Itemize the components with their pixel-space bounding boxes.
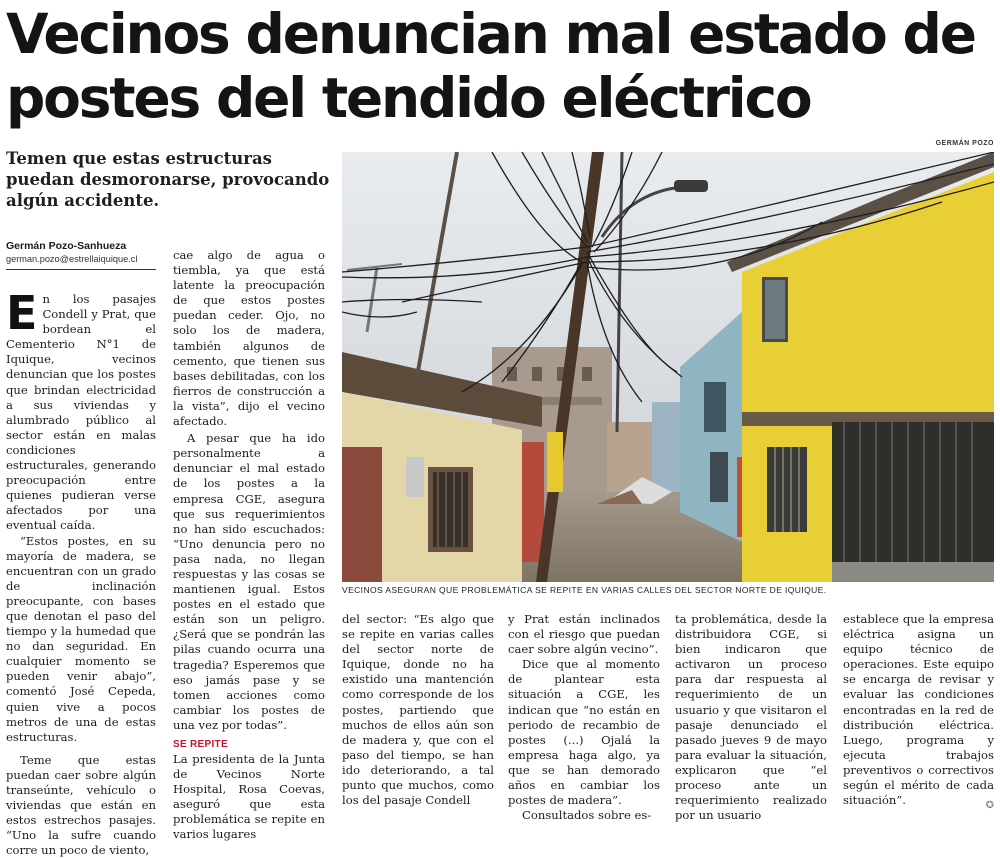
headline-line-2: postes del tendido eléctrico <box>6 66 811 130</box>
paragraph-9: Dice que al momento de plantear esta situación a CGE, les indican que “no están en periodo de recambio de postes (...) Ojalá la empresa haga algo, ya que se han demorado años en cambiar los postes de madera”. <box>508 657 660 808</box>
headline <box>6 2 996 130</box>
paragraph-6: La presidenta de la Junta de Vecinos Norte Hospital, Rosa Coevas, aseguró que esta problemática se repite en varios lugares <box>173 752 325 842</box>
article-column-6 <box>843 612 994 808</box>
paragraph-12: establece que la empresa eléctrica asigna un equipo técnico de operaciones. Este equipo se encarga de revisar y evaluar las condiciones encontradas en la red de distribución eléctrica. Luego, programa y ejecuta trabajos preventivos o correctivos según el mérito de cada situación”. <box>843 612 994 808</box>
paragraph-1: En los pasajes Condell y Prat, que bordean el Cementerio N°1 de Iquique, vecinos denuncian que los postes que brindan electricidad a sus viviendas y alumbrado público al sector están en malas condiciones estructurales, generando preocupación entre quienes pudieran verse afectados por una eventual caída. <box>6 286 156 533</box>
deck-subtitle <box>6 148 330 211</box>
deck-line-1: Temen que estas estructuras <box>6 149 272 168</box>
paragraph-2: “Estos postes, en su mayoría de madera, se encuentran con un grado de inclinación preocupante, con bases que denotan el paso del tiempo y la humedad que no dan seguridad. En cualquier momento se pueden venir abajo”, comentó José Cepeda, quien vive a pocos metros de una de estas estructuras. <box>6 533 156 744</box>
article-column-5 <box>675 612 827 823</box>
paragraph-3: Teme que estas puedan caer sobre algún transeúnte, vehículo o viviendas que están en estos estrechos pasajes. “Uno la sufre cuando corre un poco de viento, <box>6 752 156 858</box>
paragraph-7: del sector: “Es algo que se repite en varias calles del sector norte de Iquique, donde no ha existido una mantención como corresponde de los postes, partiendo que muchos de ellos aún son de madera y, que con el paso del tiempo, se han ido deteriorando, a tal punto que muchos, como los del pasaje Condell <box>342 612 494 808</box>
deck-line-2: puedan desmoronarse, provocando <box>6 170 330 189</box>
deck-line-3: algún accidente. <box>6 191 160 210</box>
author-name: Germán Pozo-Sanhueza <box>6 240 127 252</box>
author-email[interactable]: german.pozo@estrellaiquique.cl <box>6 254 138 264</box>
drop-cap: E <box>6 286 38 340</box>
street-photo <box>342 152 994 582</box>
article-column-4 <box>508 612 660 823</box>
paragraph-10: Consultados sobre es- <box>522 808 652 823</box>
end-mark-icon: ✪ <box>985 800 994 811</box>
byline <box>6 240 156 270</box>
paragraph-5: A pesar que ha ido personalmente a denunciar el mal estado de los postes a la empresa CGE, asegura que sus requerimientos no han sido escuchados: “Uno denuncia pero no pasa nada, no llegan respuestas y las cosas se mantienen igual. Estos postes en el estado que están son un peligro. ¿Será que se pondrán las pilas cuando ocurra una tragedia? Esperemos que eso jamás pase y se tomen acciones como cambiar los postes de una vez por todas”. <box>173 431 325 732</box>
paragraph-8: y Prat están inclinados con el riesgo que puedan caer sobre algún vecino”. <box>508 612 660 657</box>
article-column-1 <box>6 286 156 858</box>
photo-credit: GERMÁN POZO <box>935 140 994 147</box>
paragraph-11: ta problemática, desde la distribuidora CGE, si bien indicaron que activaron un proceso para dar respuesta al requerimiento de un usuario y que visitaron el pasaje denunciado el pasado jueves 9 de mayo para evaluar la situación, explicaron que “el proceso ante un requerimiento realizado por un usuario <box>675 612 827 823</box>
subhead-se-repite: SE REPITE <box>173 739 228 750</box>
photo-caption: VECINOS ASEGURAN QUE PROBLEMÁTICA SE REPITE EN VARIAS CALLES DEL SECTOR NORTE DE IQUIQUE. <box>342 585 827 595</box>
paragraph-4: cae algo de agua o tiembla, ya que está latente la preocupación de que estos postes puedan ceder. Ojo, no solo los de madera, también algunos de cemento, que tienen sus bases debilitadas, con los fierros de construcción a la vista”, dijo el vecino afectado. <box>173 248 325 429</box>
headline-line-1: Vecinos denuncian mal estado de <box>6 2 975 66</box>
article-column-3 <box>342 612 494 808</box>
article-column-2 <box>173 248 325 843</box>
